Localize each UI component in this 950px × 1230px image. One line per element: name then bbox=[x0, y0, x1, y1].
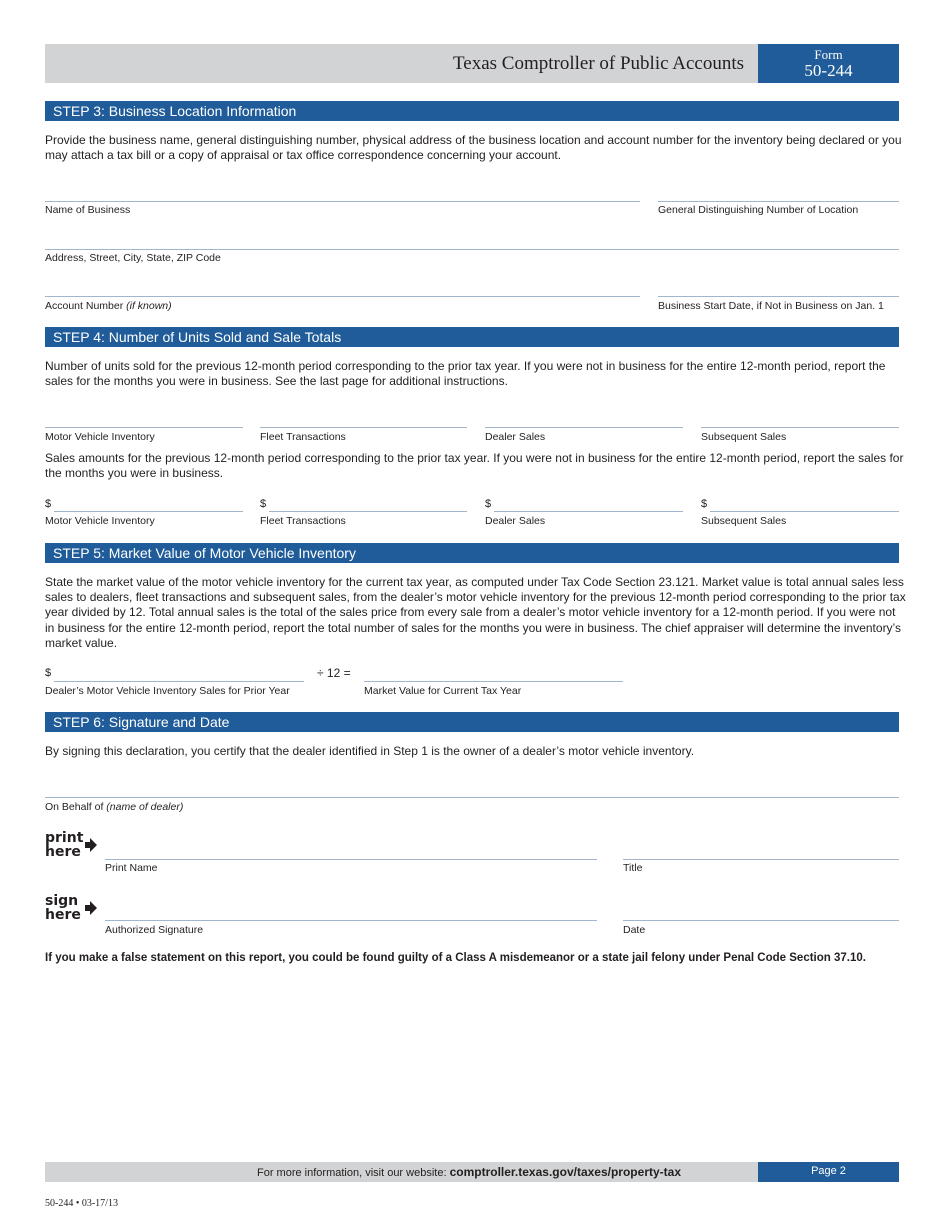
footer-bar bbox=[45, 1162, 758, 1182]
date-field[interactable] bbox=[623, 920, 899, 921]
step5-heading: STEP 5: Market Value of Motor Vehicle Inventory bbox=[45, 543, 899, 563]
amount-dealer-label: Dealer Sales bbox=[485, 515, 546, 527]
currency-symbol: $ bbox=[485, 498, 492, 510]
print-badge-word: print bbox=[45, 830, 84, 846]
step5-intro: State the market value of the motor vehicle inventory for the current tax year, as computed under Tax Code Section 23.121. Market value is total annual sales less sales to dealers, fleet transactions and subsequent sales, from the dealer’s motor vehicle inventory for the previous 12-month period corresponding to the prior tax year divided by 12. Total annual sales is the total of the sales price from every sale from a dealer’s motor vehicle inventory for a 12-month period. If you were not in business for the entire 12-month period, report the total number of sales for the months you were in business. The chief appraiser will determine the inventory’s market value. bbox=[45, 575, 906, 650]
amount-subsequent-label: Subsequent Sales bbox=[701, 515, 787, 527]
form-number-box bbox=[758, 44, 899, 83]
amount-subsequent-field[interactable] bbox=[710, 511, 899, 512]
title-field[interactable] bbox=[623, 859, 899, 860]
market-value-label: Market Value for Current Tax Year bbox=[364, 685, 522, 697]
units-mvi-label: Motor Vehicle Inventory bbox=[45, 431, 155, 443]
business-name-label: Name of Business bbox=[45, 204, 131, 216]
form-number: 50-244 bbox=[804, 61, 853, 80]
gdn-location-label: General Distinguishing Number of Location bbox=[658, 204, 859, 216]
gdn-location-field[interactable] bbox=[658, 201, 899, 202]
currency-symbol: $ bbox=[701, 498, 708, 510]
address-field[interactable] bbox=[45, 249, 899, 250]
units-dealer-field[interactable] bbox=[485, 427, 683, 428]
units-subsequent-field[interactable] bbox=[701, 427, 899, 428]
on-behalf-note: (name of dealer) bbox=[106, 801, 184, 813]
units-fleet-field[interactable] bbox=[260, 427, 467, 428]
amount-fleet-field[interactable] bbox=[269, 511, 467, 512]
step4-amounts-intro: Sales amounts for the previous 12-month period corresponding to the prior tax year. If you were not in business for the entire 12-month period, report the sales for the months you were in business. bbox=[45, 451, 904, 481]
account-number-note: (if known) bbox=[126, 300, 172, 312]
false-statement-warning: If you make a false statement on this report, you could be found guilty of a Class A misdemeanor or a state jail felony under Penal Code Section 37.10. bbox=[45, 952, 866, 964]
on-behalf-label: On Behalf of (name of dealer) bbox=[45, 801, 184, 813]
amount-dealer-field[interactable] bbox=[494, 511, 683, 512]
prior-year-sales-label: Dealer’s Motor Vehicle Inventory Sales for Prior Year bbox=[45, 685, 290, 697]
prior-year-sales-field[interactable] bbox=[54, 681, 304, 682]
currency-symbol: $ bbox=[260, 498, 267, 510]
on-behalf-field[interactable] bbox=[45, 797, 899, 798]
units-subsequent-label: Subsequent Sales bbox=[701, 431, 787, 443]
units-dealer-label: Dealer Sales bbox=[485, 431, 546, 443]
address-label: Address, Street, City, State, ZIP Code bbox=[45, 252, 221, 264]
date-label: Date bbox=[623, 924, 646, 936]
agency-title: Texas Comptroller of Public Accounts bbox=[452, 53, 744, 74]
arrow-right-icon bbox=[85, 838, 97, 852]
footer-info-text: For more information, visit our website: bbox=[257, 1167, 447, 1179]
divide-by-twelve: ÷ 12 = bbox=[317, 666, 351, 680]
sign-badge-here: here bbox=[45, 907, 81, 923]
step4-units-intro: Number of units sold for the previous 12-month period corresponding to the prior tax year. If you were not in business for the entire 12-month period, report the sales for the months you were in business. See the last page for additional instructions. bbox=[45, 359, 886, 389]
account-number-field[interactable] bbox=[45, 296, 640, 297]
start-date-field[interactable] bbox=[658, 296, 899, 297]
account-number-label: Account Number (if known) bbox=[45, 300, 172, 312]
print-here-badge bbox=[45, 831, 83, 859]
step3-heading: STEP 3: Business Location Information bbox=[45, 101, 899, 121]
market-value-field[interactable] bbox=[364, 681, 623, 682]
print-badge-here: here bbox=[45, 844, 81, 860]
business-name-field[interactable] bbox=[45, 201, 640, 202]
step3-intro: Provide the business name, general distinguishing number, physical address of the business location and account number for the inventory being declared or you may attach a tax bill or a copy of appraisal or tax office correspondence concerning your account. bbox=[45, 133, 902, 163]
step4-heading: STEP 4: Number of Units Sold and Sale Totals bbox=[45, 327, 899, 347]
form-label: Form bbox=[814, 47, 843, 62]
signature-label: Authorized Signature bbox=[105, 924, 204, 936]
website-link[interactable]: comptroller.texas.gov/taxes/property-tax bbox=[449, 1165, 681, 1179]
amount-mvi-label: Motor Vehicle Inventory bbox=[45, 515, 155, 527]
form-revision-code: 50-244 • 03-17/13 bbox=[45, 1198, 118, 1209]
sign-here-badge bbox=[45, 894, 81, 922]
amount-mvi-field[interactable] bbox=[54, 511, 243, 512]
page-number: Page 2 bbox=[758, 1162, 899, 1182]
print-name-field[interactable] bbox=[105, 859, 597, 860]
title-label: Title bbox=[623, 862, 643, 874]
amount-fleet-label: Fleet Transactions bbox=[260, 515, 346, 527]
currency-symbol: $ bbox=[45, 667, 52, 679]
header-bar bbox=[45, 44, 758, 83]
units-mvi-field[interactable] bbox=[45, 427, 243, 428]
currency-symbol: $ bbox=[45, 498, 52, 510]
step6-heading: STEP 6: Signature and Date bbox=[45, 712, 899, 732]
arrow-right-icon bbox=[85, 901, 97, 915]
units-fleet-label: Fleet Transactions bbox=[260, 431, 346, 443]
signature-field[interactable] bbox=[105, 920, 597, 921]
sign-badge-word: sign bbox=[45, 893, 79, 909]
step6-intro: By signing this declaration, you certify that the dealer identified in Step 1 is the owner of a dealer’s motor vehicle inventory. bbox=[45, 744, 695, 758]
start-date-label: Business Start Date, if Not in Business on Jan. 1 bbox=[658, 300, 884, 312]
print-name-label: Print Name bbox=[105, 862, 158, 874]
